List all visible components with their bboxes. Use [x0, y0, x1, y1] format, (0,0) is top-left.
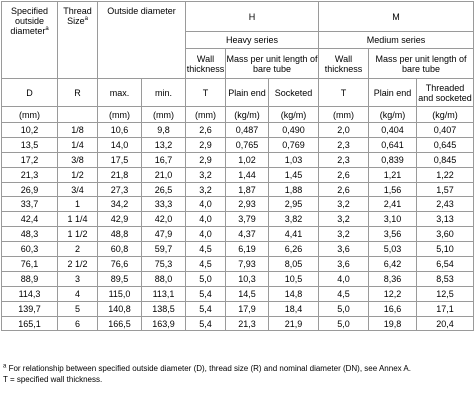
table-cell: 3,13: [417, 212, 474, 227]
table-cell: 1,02: [226, 152, 269, 167]
table-cell: 2,6: [186, 123, 226, 138]
col-header-outside-diameter: [98, 2, 186, 79]
table-cell: 138,5: [142, 301, 186, 316]
table-cell: 21,0: [142, 167, 186, 182]
table-cell: 115,0: [98, 286, 142, 301]
table-cell: 6,19: [226, 242, 269, 257]
table-cell: 88,0: [142, 271, 186, 286]
table-cell: 2,95: [269, 197, 319, 212]
table-cell: 5,4: [186, 301, 226, 316]
table-cell: 19,8: [369, 316, 417, 331]
table-cell: 2,43: [417, 197, 474, 212]
col-header-h: [186, 2, 319, 32]
socketed-header: Socketed: [269, 79, 319, 107]
table-cell: 5: [58, 301, 98, 316]
table-cell: 1,03: [269, 152, 319, 167]
table-cell: 10,3: [226, 271, 269, 286]
table-cell: 0,641: [369, 137, 417, 152]
medium-series-label: Medium series: [366, 35, 426, 45]
table-cell: 2,9: [186, 137, 226, 152]
plain-end-m-header: Plain end: [369, 79, 417, 107]
table-cell: 1/4: [58, 137, 98, 152]
table-cell: 8,53: [417, 271, 474, 286]
table-cell: 1,45: [269, 167, 319, 182]
footnote-marker: a: [45, 26, 49, 32]
table-cell: 5,0: [319, 316, 369, 331]
table-cell: 5,10: [417, 242, 474, 257]
table-cell: 140,8: [98, 301, 142, 316]
table-cell: 4,0: [186, 197, 226, 212]
table-cell: 4,0: [186, 212, 226, 227]
table-cell: 1 1/4: [58, 212, 98, 227]
mass-header-m: [369, 49, 474, 79]
table-row: [2, 182, 474, 197]
table-cell: 6: [58, 316, 98, 331]
threaded-socketed-header: Threaded and socketed: [417, 79, 474, 107]
unit-plain-m: (kg/m): [369, 107, 417, 123]
table-cell: 8,36: [369, 271, 417, 286]
table-cell: 2,0: [319, 123, 369, 138]
outside-diameter-label: Outside diameter: [107, 6, 176, 16]
table-cell: 10,5: [269, 271, 319, 286]
table-cell: 4,5: [186, 242, 226, 257]
table-cell: 5,03: [369, 242, 417, 257]
table-cell: 7,93: [226, 257, 269, 272]
table-cell: 47,9: [142, 227, 186, 242]
table-cell: 14,5: [226, 286, 269, 301]
table-cell: 1,57: [417, 182, 474, 197]
table-cell: 21,3: [2, 167, 58, 182]
table-row: [2, 197, 474, 212]
mass-per-unit-label: Mass per unit length of bare tube: [375, 53, 467, 74]
table-cell: 10,6: [98, 123, 142, 138]
table-cell: 0,407: [417, 123, 474, 138]
table-cell: 2 1/2: [58, 257, 98, 272]
table-cell: 2,3: [319, 152, 369, 167]
footnote-t: [3, 374, 471, 385]
table-cell: 17,9: [226, 301, 269, 316]
table-cell: 4,0: [319, 271, 369, 286]
table-cell: 2,9: [186, 152, 226, 167]
table-cell: 9,8: [142, 123, 186, 138]
table-row: [2, 152, 474, 167]
table-row: [2, 316, 474, 331]
table-cell: 4,37: [226, 227, 269, 242]
table-row: [2, 286, 474, 301]
footnotes: [3, 363, 471, 385]
table-row: [2, 301, 474, 316]
table-cell: 88,9: [2, 271, 58, 286]
table-cell: 3,6: [319, 242, 369, 257]
table-cell: 0,769: [269, 137, 319, 152]
unit-socketed-h: (kg/m): [269, 107, 319, 123]
table-row: [2, 137, 474, 152]
table-cell: 18,4: [269, 301, 319, 316]
table-cell: 2,6: [319, 182, 369, 197]
table-cell: 48,3: [2, 227, 58, 242]
table-cell: 4: [58, 286, 98, 301]
table-cell: 0,487: [226, 123, 269, 138]
sym-r: R: [58, 79, 98, 107]
table-cell: 12,2: [369, 286, 417, 301]
table-cell: 3,2: [319, 212, 369, 227]
table-cell: 13,2: [142, 137, 186, 152]
table-cell: 0,490: [269, 123, 319, 138]
table-row: [2, 271, 474, 286]
table-cell: 21,9: [269, 316, 319, 331]
table-cell: 163,9: [142, 316, 186, 331]
table-cell: 27,3: [98, 182, 142, 197]
table-cell: 1: [58, 197, 98, 212]
col-header-thread-size: [58, 2, 98, 79]
sym-t-m: T: [319, 79, 369, 107]
table-cell: 3/8: [58, 152, 98, 167]
specified-od-label: Specified outside diameter: [10, 6, 49, 36]
spec-table-container: [1, 1, 473, 331]
table-row: [2, 212, 474, 227]
table-cell: 16,7: [142, 152, 186, 167]
unit-t-m: (mm): [319, 107, 369, 123]
col-header-specified-od: [2, 2, 58, 79]
min-header: min.: [142, 79, 186, 107]
table-cell: 6,26: [269, 242, 319, 257]
table-cell: 16,6: [369, 301, 417, 316]
table-cell: 13,5: [2, 137, 58, 152]
table-cell: 14,8: [269, 286, 319, 301]
table-cell: 17,2: [2, 152, 58, 167]
tube-dimensions-table: [1, 1, 474, 331]
table-cell: 3,6: [319, 257, 369, 272]
table-cell: 26,9: [2, 182, 58, 197]
table-cell: 1,21: [369, 167, 417, 182]
table-cell: 20,4: [417, 316, 474, 331]
unit-max: (mm): [98, 107, 142, 123]
table-cell: 34,2: [98, 197, 142, 212]
max-header: max.: [98, 79, 142, 107]
table-cell: 75,3: [142, 257, 186, 272]
table-cell: 89,5: [98, 271, 142, 286]
table-cell: 0,765: [226, 137, 269, 152]
table-cell: 1 1/2: [58, 227, 98, 242]
table-cell: 3,2: [319, 227, 369, 242]
table-row: [2, 257, 474, 272]
table-cell: 5,4: [186, 316, 226, 331]
table-cell: 3,82: [269, 212, 319, 227]
table-cell: 3,56: [369, 227, 417, 242]
table-cell: 76,6: [98, 257, 142, 272]
h-label: H: [248, 11, 256, 22]
mass-per-unit-label: Mass per unit length of bare tube: [226, 53, 318, 74]
table-cell: 2,3: [319, 137, 369, 152]
table-row: [2, 242, 474, 257]
unit-r-empty: [58, 107, 98, 123]
table-cell: 2,41: [369, 197, 417, 212]
table-cell: 0,845: [417, 152, 474, 167]
table-cell: 14,0: [98, 137, 142, 152]
plain-end-h-header: Plain end: [226, 79, 269, 107]
table-row: [2, 167, 474, 182]
table-cell: 33,7: [2, 197, 58, 212]
unit-min: (mm): [142, 107, 186, 123]
thread-size-label: Thread Size: [63, 6, 92, 26]
footnote-marker: a: [3, 363, 7, 370]
table-cell: 6,42: [369, 257, 417, 272]
m-label: M: [392, 11, 400, 22]
table-cell: 2: [58, 242, 98, 257]
table-cell: 3,79: [226, 212, 269, 227]
table-cell: 21,3: [226, 316, 269, 331]
table-cell: 1,88: [269, 182, 319, 197]
table-cell: 6,54: [417, 257, 474, 272]
table-cell: 76,1: [2, 257, 58, 272]
table-cell: 2,6: [319, 167, 369, 182]
table-cell: 114,3: [2, 286, 58, 301]
table-cell: 1,22: [417, 167, 474, 182]
table-cell: 1/2: [58, 167, 98, 182]
table-cell: 139,7: [2, 301, 58, 316]
table-cell: 5,0: [319, 301, 369, 316]
sym-t-h: T: [186, 79, 226, 107]
table-cell: 1,87: [226, 182, 269, 197]
table-cell: 3,10: [369, 212, 417, 227]
wall-thickness-label: Wall thickness: [324, 53, 363, 74]
heavy-series-header: [186, 32, 319, 49]
table-cell: 21,8: [98, 167, 142, 182]
table-cell: 166,5: [98, 316, 142, 331]
table-cell: 0,645: [417, 137, 474, 152]
table-cell: 5,4: [186, 286, 226, 301]
table-cell: 4,41: [269, 227, 319, 242]
table-cell: 4,5: [186, 257, 226, 272]
col-header-m: [319, 2, 474, 32]
table-cell: 3: [58, 271, 98, 286]
table-cell: 0,404: [369, 123, 417, 138]
table-cell: 1/8: [58, 123, 98, 138]
table-cell: 10,2: [2, 123, 58, 138]
table-cell: 3,2: [186, 182, 226, 197]
wall-thickness-header-h: [186, 49, 226, 79]
table-cell: 1,56: [369, 182, 417, 197]
table-cell: 26,5: [142, 182, 186, 197]
table-cell: 60,3: [2, 242, 58, 257]
mass-header-h: [226, 49, 319, 79]
table-cell: 1,44: [226, 167, 269, 182]
table-cell: 3,2: [186, 167, 226, 182]
heavy-series-label: Heavy series: [226, 35, 279, 45]
wall-thickness-label: Wall thickness: [186, 53, 225, 74]
table-row: [2, 227, 474, 242]
footnote-a-text: For relationship between specified outside diameter (D), thread size (R) and nominal diameter (DN), see Annex A.: [8, 364, 411, 373]
table-cell: 17,5: [98, 152, 142, 167]
sym-d: D: [2, 79, 58, 107]
unit-d: (mm): [2, 107, 58, 123]
unit-t-h: (mm): [186, 107, 226, 123]
table-cell: 59,7: [142, 242, 186, 257]
table-cell: 60,8: [98, 242, 142, 257]
unit-plain-h: (kg/m): [226, 107, 269, 123]
footnote-a: [3, 363, 471, 374]
table-cell: 33,3: [142, 197, 186, 212]
table-cell: 12,5: [417, 286, 474, 301]
table-cell: 8,05: [269, 257, 319, 272]
footnote-marker: a: [84, 16, 88, 22]
table-cell: 5,0: [186, 271, 226, 286]
table-body: [2, 123, 474, 331]
table-cell: 4,5: [319, 286, 369, 301]
table-cell: 0,839: [369, 152, 417, 167]
unit-threaded-m: (kg/m): [417, 107, 474, 123]
table-cell: 2,93: [226, 197, 269, 212]
table-cell: 4,0: [186, 227, 226, 242]
table-row: [2, 123, 474, 138]
table-cell: 3,2: [319, 197, 369, 212]
table-cell: 113,1: [142, 286, 186, 301]
medium-series-header: [319, 32, 474, 49]
table-cell: 48,8: [98, 227, 142, 242]
table-cell: 42,9: [98, 212, 142, 227]
table-cell: 42,4: [2, 212, 58, 227]
wall-thickness-header-m: [319, 49, 369, 79]
footnote-t-text: T = specified wall thickness.: [3, 375, 103, 384]
table-cell: 3,60: [417, 227, 474, 242]
table-cell: 42,0: [142, 212, 186, 227]
table-cell: 3/4: [58, 182, 98, 197]
table-cell: 165,1: [2, 316, 58, 331]
table-cell: 17,1: [417, 301, 474, 316]
